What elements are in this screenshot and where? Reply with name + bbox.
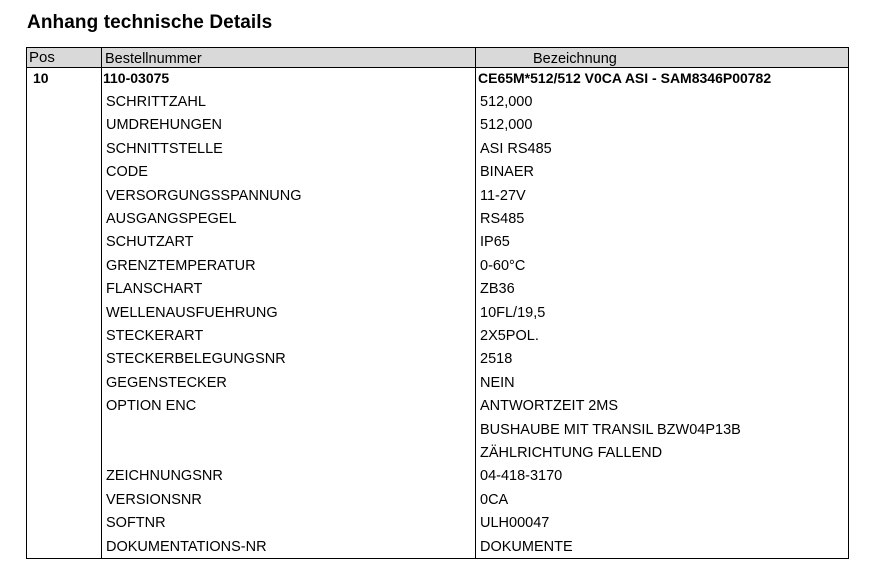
row-value: ANTWORTZEIT 2MS [480,398,619,415]
row-value: 10FL/19,5 [480,304,546,321]
row-value: ZÄHLRICHTUNG FALLEND [480,445,663,461]
row-label: SCHNITTSTELLE [106,140,223,157]
row-label: WELLENAUSFUEHRUNG [106,304,278,321]
row-value: 2X5POL. [480,328,539,344]
row-label: STECKERART [106,328,204,344]
row-label: SCHRITTZAHL [106,94,206,110]
row-value: DOKUMENTE [480,538,573,555]
row-value: RS485 [480,211,525,227]
row-value: 04-418-3170 [480,468,563,485]
row-label: STECKERBELEGUNGSNR [106,351,286,368]
row-value: 11-27V [480,187,526,204]
row-value: 0-60°C [480,257,526,274]
row-value: 512,000 [480,94,533,110]
row-value: BINAER [480,164,534,181]
row-label: AUSGANGSPEGEL [106,211,237,227]
row-label: GEGENSTECKER [106,374,227,391]
row-value: 512,000 [480,117,533,134]
item-pos: 10 [33,70,49,86]
column-divider [101,48,102,558]
item-bestellnummer: 110-03075 [103,70,170,86]
row-label: SCHUTZART [106,234,194,251]
row-label: SOFTNR [106,515,166,532]
page-title: Anhang technische Details [27,12,273,33]
details-table [26,47,849,559]
row-value: BUSHAUBE MIT TRANSIL BZW04P13B [480,421,741,438]
row-label: FLANSCHART [106,281,203,298]
row-label: VERSORGUNGSSPANNUNG [106,187,302,204]
column-divider [475,48,476,558]
row-value: ZB36 [480,281,515,298]
row-label: CODE [106,164,148,181]
row-label: OPTION ENC [106,398,197,415]
row-value: ASI RS485 [480,140,552,157]
header-bezeichnung: Bezeichnung [533,51,617,67]
header-pos: Pos [29,49,55,66]
row-label: ZEICHNUNGSNR [106,468,223,485]
row-label: UMDREHUNGEN [106,117,222,134]
row-label: VERSIONSNR [106,491,202,508]
row-value: 2518 [480,351,513,368]
row-value: ULH00047 [480,515,550,532]
row-value: NEIN [480,374,515,391]
row-label: GRENZTEMPERATUR [106,257,256,274]
row-value: IP65 [480,234,510,251]
row-value: 0CA [480,491,509,508]
item-bezeichnung: CE65M*512/512 V0CA ASI - SAM8346P00782 [478,70,772,86]
row-label: DOKUMENTATIONS-NR [106,538,267,555]
header-bestellnummer: Bestellnummer [105,51,202,67]
table-header [27,48,848,68]
